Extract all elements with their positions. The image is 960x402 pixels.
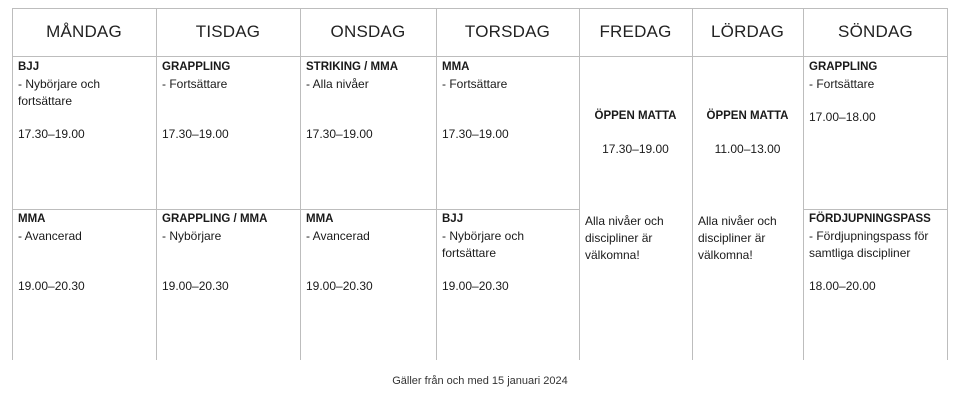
session-sunday-1: [803, 59, 948, 126]
session-time: 19.00–20.30: [442, 279, 509, 293]
session-level: - Fortsättare: [809, 77, 875, 91]
row-divider: [12, 209, 579, 210]
session-level: - Fördjupningspass för samtliga discipliner: [809, 229, 929, 260]
session-title: GRAPPLING: [809, 61, 878, 73]
session-time: 19.00–20.30: [306, 279, 373, 293]
open-mat-friday: [579, 108, 692, 158]
session-time: 17.30–19.00: [18, 127, 85, 141]
open-mat-time: 17.30–19.00: [602, 142, 669, 156]
open-mat-saturday: [692, 108, 803, 158]
session-thursday-1: [436, 59, 579, 143]
session-title: MMA: [18, 213, 46, 225]
session-monday-1: [12, 59, 156, 143]
row-divider: [803, 209, 948, 210]
session-time: 17.00–18.00: [809, 110, 876, 124]
session-time: 19.00–20.30: [162, 279, 229, 293]
session-title: FÖRDJUPNINGSPASS: [809, 213, 931, 225]
session-level: - Alla nivåer: [306, 77, 369, 91]
session-level: - Avancerad: [306, 229, 370, 243]
open-mat-saturday-note: Alla nivåer och discipliner är välkomna!: [698, 214, 777, 262]
session-title: MMA: [306, 213, 334, 225]
session-level: - Nybörjare: [162, 229, 222, 243]
session-title: BJJ: [18, 61, 40, 73]
open-mat-friday-note: Alla nivåer och discipliner är välkomna!: [585, 214, 664, 262]
session-time: 17.30–19.00: [442, 127, 509, 141]
session-level: - Fortsättare: [442, 77, 508, 91]
session-sunday-2: [803, 211, 948, 295]
session-tuesday-1: [156, 59, 300, 143]
session-time: 18.00–20.00: [809, 279, 876, 293]
day-header-wednesday: ONSDAG: [330, 22, 406, 41]
session-level: - Nybörjare och fortsättare: [18, 77, 101, 108]
day-header-saturday: LÖRDAG: [711, 22, 784, 41]
column-divider: [692, 8, 693, 360]
session-title: GRAPPLING / MMA: [162, 213, 268, 225]
session-level: - Nybörjare och fortsättare: [442, 229, 525, 260]
valid-from-note: Gäller från och med 15 januari 2024: [392, 375, 568, 387]
session-level: - Avancerad: [18, 229, 82, 243]
session-monday-2: [12, 211, 156, 295]
session-time: 17.30–19.00: [162, 127, 229, 141]
session-title: BJJ: [442, 213, 464, 225]
session-tuesday-2: [156, 211, 300, 295]
session-wednesday-1: [300, 59, 436, 143]
open-mat-title: ÖPPEN MATTA: [594, 110, 677, 122]
open-mat-time: 11.00–13.00: [714, 142, 781, 156]
session-wednesday-2: [300, 211, 436, 295]
day-header-monday: MÅNDAG: [46, 22, 122, 41]
open-mat-title: ÖPPEN MATTA: [706, 110, 789, 122]
session-title: STRIKING / MMA: [306, 61, 398, 73]
session-time: 17.30–19.00: [306, 127, 373, 141]
session-thursday-2: [436, 211, 579, 295]
row-divider: [12, 56, 948, 57]
day-header-friday: FREDAG: [599, 22, 672, 41]
session-title: GRAPPLING: [162, 61, 231, 73]
session-level: - Fortsättare: [162, 77, 228, 91]
column-divider: [579, 8, 580, 360]
day-header-tuesday: TISDAG: [195, 22, 261, 41]
session-title: MMA: [442, 61, 470, 73]
session-time: 19.00–20.30: [18, 279, 85, 293]
day-header-sunday: SÖNDAG: [838, 22, 913, 41]
schedule-table: [12, 8, 948, 360]
day-header-thursday: TORSDAG: [464, 22, 551, 41]
